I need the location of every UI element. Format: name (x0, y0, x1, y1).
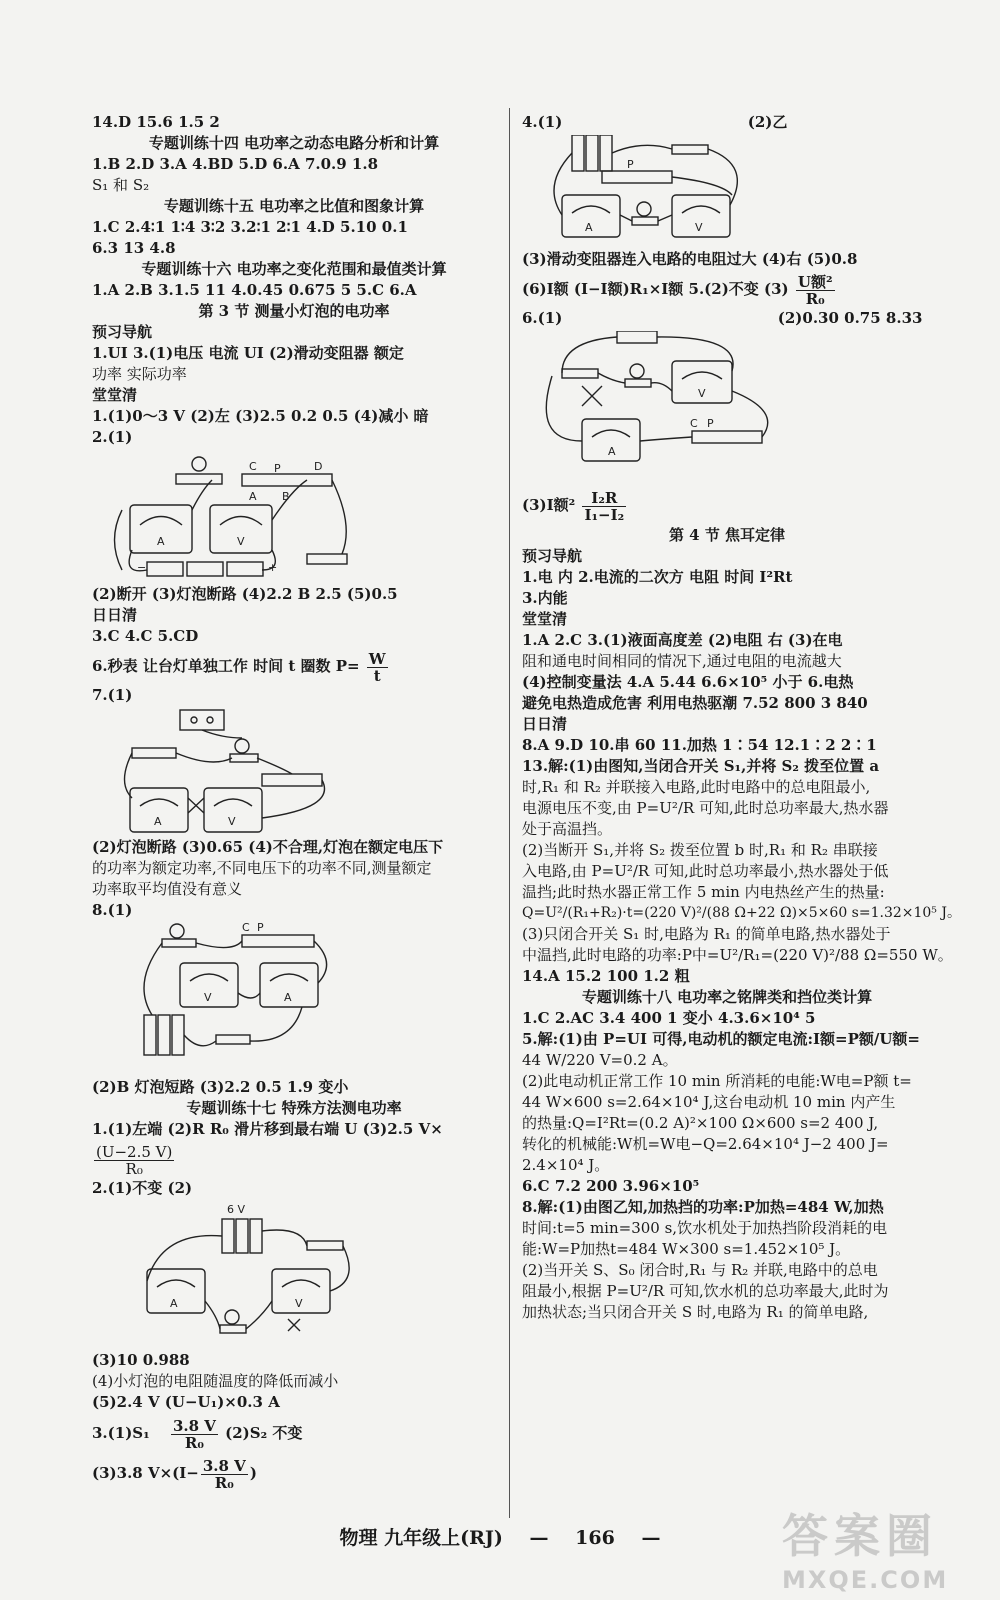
answer-text: (2)乙 (747, 113, 788, 131)
fraction-numerator: (U−2.5 V) (96, 1142, 173, 1161)
answer-line: 44 W×600 s=2.64×10⁴ J,这台电动机 10 min 内产生 (522, 1093, 896, 1111)
svg-text:A: A (154, 815, 162, 828)
fraction-numerator: W (368, 649, 386, 668)
answer-line: 13.解:(1)由图知,当闭合开关 S₁,并将 S₂ 拨至位置 a (522, 757, 880, 775)
footer-subject: 物理 九年级上(RJ) (339, 1527, 503, 1549)
answer-line: 1.A 2.B 3.1.5 11 4.0.45 0.675 5 5.C 6.A (92, 281, 417, 299)
answer-text: (6)I额 (I−I额)R₁×I额 5.(2)不变 (3) (522, 280, 789, 298)
svg-text:A: A (170, 1297, 178, 1310)
answer-line: 8.(1) (92, 901, 133, 919)
fraction-denominator: R₀ (184, 1433, 204, 1452)
fraction (582, 490, 626, 523)
answer-line (92, 1453, 496, 1493)
answer-line: 3.C 4.C 5.CD (92, 627, 199, 645)
answer-text: ) (249, 1464, 257, 1482)
answer-line: 转化的机械能:W机=W电−Q=2.64×10⁴ J−2 400 J= (522, 1135, 889, 1153)
svg-text:D: D (314, 460, 323, 473)
svg-text:V: V (295, 1297, 303, 1310)
answer-line: 功率取平均值没有意义 (92, 880, 243, 898)
svg-text:C: C (242, 923, 250, 934)
fraction-denominator: t (373, 666, 381, 685)
answer-line (522, 308, 932, 329)
svg-text:V: V (228, 815, 236, 828)
section-heading: 专题训练十四 电功率之动态电路分析和计算 (148, 134, 440, 152)
fraction-numerator: 3.8 V (202, 1456, 246, 1475)
answer-line: 的功率为额定功率,不同电压下的功率不同,测量额定 (92, 859, 432, 877)
answer-line: 6.C 7.2 200 3.96×10⁵ (522, 1177, 700, 1195)
answer-line (522, 485, 932, 525)
answer-line: 44 W/220 V=0.2 A。 (522, 1051, 678, 1069)
svg-text:V: V (204, 991, 212, 1004)
svg-text:A: A (608, 445, 616, 458)
answer-text: 3.(1)S₁ (92, 1424, 150, 1442)
svg-text:+: + (268, 561, 278, 574)
circuit-diagram (92, 1201, 392, 1346)
svg-text:A: A (157, 535, 165, 548)
svg-text:A: A (284, 991, 292, 1004)
subsection-label: 日日清 (522, 715, 568, 733)
answer-line: 2.(1)不变 (2) (92, 1179, 193, 1197)
fraction-denominator: R₀ (214, 1473, 234, 1492)
section-heading: 专题训练十八 电功率之铭牌类和挡位类计算 (581, 988, 873, 1006)
answer-line: 14.A 15.2 100 1.2 粗 (522, 967, 690, 985)
answer-line: (2)此电动机正常工作 10 min 所消耗的电能:W电=P额 t= (522, 1072, 912, 1090)
svg-text:P: P (707, 417, 714, 430)
circuit-diagram (522, 135, 902, 245)
answer-line (92, 647, 496, 685)
fraction-denominator: R₀ (805, 289, 825, 308)
svg-text:−: − (137, 561, 147, 574)
answer-line: 3.内能 (522, 589, 568, 607)
section-heading: 第 4 节 焦耳定律 (668, 526, 786, 544)
answer-text: 4.(1) (522, 113, 563, 131)
answer-line: 8.A 9.D 10.串 60 11.加热 1∶54 12.1∶2 2∶1 (522, 736, 877, 754)
answer-line: 1.(1)0～3 V (2)左 (3)2.5 0.2 0.5 (4)减小 暗 (92, 407, 429, 425)
answer-line: 1.电 内 2.电流的二次方 电阻 时间 I²Rt (522, 568, 793, 586)
answer-line: 1.C 2.AC 3.4 400 1 变小 4.3.6×10⁴ 5 (522, 1009, 816, 1027)
circuit-diagram (92, 923, 392, 1073)
subsection-label: 预习导航 (522, 547, 583, 565)
left-column (92, 112, 496, 1493)
fraction (796, 274, 835, 307)
svg-text:A: A (249, 490, 257, 503)
answer-line: 温挡;此时热水器正常工作 5 min 内电热丝产生的热量: (522, 883, 885, 901)
answer-line: 避免电热造成危害 利用电热驱潮 7.52 800 3 840 (522, 694, 868, 712)
circuit-diagram (522, 331, 902, 481)
svg-text:V: V (695, 221, 703, 234)
fraction-numerator: U额² (797, 272, 833, 291)
answer-line: 中温挡,此时电路的功率:P中=U²/R₁=(220 V)²/88 Ω=550 W。 (522, 946, 953, 964)
subsection-label: 预习导航 (92, 323, 153, 341)
answer-line: (4)小灯泡的电阻随温度的降低而减小 (92, 1372, 339, 1390)
answer-line: 处于高温挡。 (522, 820, 613, 838)
answer-line: 时,R₁ 和 R₂ 并联接入电路,此时电路中的总电阻最小, (522, 778, 871, 796)
svg-text:B: B (282, 490, 290, 503)
watermark-url: MXQE.COM (782, 1566, 949, 1594)
answer-line: 阻最小,根据 P=U²/R 可知,饮水机的总功率最大,此时为 (522, 1282, 889, 1300)
answer-line: (2)灯泡断路 (3)0.65 (4)不合理,灯泡在额定电压下 (92, 838, 444, 856)
answer-line: 1.C 2.4∶1 1∶4 3∶2 3.2∶1 2∶1 4.D 5.10 0.1 (92, 218, 408, 236)
section-heading: 专题训练十六 电功率之变化范围和最值类计算 (141, 260, 447, 278)
answer-text: (2)S₂ 不变 (225, 1424, 303, 1442)
answer-line: 入电路,由 P=U²/R 可知,此时总功率最小,热水器处于低 (522, 862, 889, 880)
page-number: 166 (575, 1527, 615, 1549)
answer-line: 的热量:Q=I²Rt=(0.2 A)²×100 Ω×600 s=2 400 J, (522, 1114, 879, 1132)
answer-line: 6.3 13 4.8 (92, 239, 176, 257)
fraction-numerator: 3.8 V (172, 1416, 216, 1435)
answer-line (92, 1140, 496, 1178)
answer-line (522, 112, 932, 133)
answer-line: 能:W=P加热t=484 W×300 s=1.452×10⁵ J。 (522, 1240, 851, 1258)
answer-line: 7.(1) (92, 686, 133, 704)
answer-text: 6.(1) (522, 309, 563, 327)
svg-text:V: V (698, 387, 706, 400)
svg-text:A: A (585, 221, 593, 234)
fraction (171, 1418, 218, 1451)
watermark-logo (782, 1500, 972, 1594)
svg-text:P: P (627, 158, 634, 171)
answer-line (522, 270, 932, 308)
column-divider (509, 108, 510, 1518)
answer-line: Q=U²/(R₁+R₂)·t=(220 V)²/(88 Ω+22 Ω)×5×60 s=1.32×10⁵ J。 (522, 905, 961, 921)
fraction-numerator: I₂R (582, 490, 626, 507)
answer-line: 阻和通电时间相同的情况下,通过电阻的电流越大 (522, 652, 842, 670)
answer-text: (3)I额² (522, 496, 576, 514)
svg-text:C: C (249, 460, 257, 473)
svg-text:P: P (257, 923, 264, 934)
svg-text:V: V (237, 535, 245, 548)
answer-line: 1.UI 3.(1)电压 电流 UI (2)滑动变阻器 额定 (92, 344, 404, 362)
answer-line: 2.4×10⁴ J。 (522, 1156, 610, 1174)
answer-text: (3)3.8 V×(I− (92, 1464, 199, 1482)
answer-line: 电源电压不变,由 P=U²/R 可知,此时总功率最大,热水器 (522, 799, 889, 817)
answer-line: 8.解:(1)由图乙知,加热挡的功率:P加热=484 W,加热 (522, 1198, 884, 1216)
fraction-denominator: I₁−I₂ (584, 505, 625, 524)
answer-line: 加热状态;当只闭合开关 S 时,电路为 R₁ 的简单电路, (522, 1303, 869, 1321)
watermark-text: 答案圈 (782, 1509, 938, 1563)
answer-line: (3)只闭合开关 S₁ 时,电路为 R₁ 的简单电路,热水器处于 (522, 925, 891, 943)
fraction-denominator: R₀ (125, 1159, 143, 1178)
svg-text:C: C (690, 417, 698, 430)
subsection-label: 堂堂清 (92, 386, 138, 404)
answer-line: (2)B 灯泡短路 (3)2.2 0.5 1.9 变小 (92, 1078, 349, 1096)
answer-line: (4)控制变量法 4.A 5.44 6.6×10⁵ 小于 6.电热 (522, 673, 854, 691)
answer-text: 6.秒表 让台灯单独工作 时间 t 圈数 P= (92, 657, 360, 675)
answer-line: 2.(1) (92, 428, 133, 446)
subsection-label: 堂堂清 (522, 610, 568, 628)
answer-line: 1.B 2.D 3.A 4.BD 5.D 6.A 7.0.9 1.8 (92, 155, 379, 173)
answer-line: 14.D 15.6 1.5 2 (92, 113, 220, 131)
subsection-label: 日日清 (92, 606, 138, 624)
section-heading: 专题训练十七 特殊方法测电功率 (186, 1099, 402, 1117)
answer-line: (2)当断开 S₁,并将 S₂ 拨至位置 b 时,R₁ 和 R₂ 串联接 (522, 841, 878, 859)
section-heading: 第 3 节 测量小灯泡的电功率 (198, 302, 390, 320)
answer-text: (2)0.30 0.75 8.33 (777, 309, 923, 327)
answer-line: S₁ 和 S₂ (92, 176, 150, 194)
answer-line: 1.(1)左端 (2)R R₀ 滑片移到最右端 U (3)2.5 V× (92, 1120, 443, 1138)
circuit-diagram (92, 708, 392, 833)
answer-line: (5)2.4 V (U−U₁)×0.3 A (92, 1393, 280, 1411)
answer-line: 时间:t=5 min=300 s,饮水机处于加热挡阶段消耗的电 (522, 1219, 888, 1237)
circuit-diagram (92, 450, 392, 580)
answer-line: (2)断开 (3)灯泡断路 (4)2.2 B 2.5 (5)0.5 (92, 585, 398, 603)
section-heading: 专题训练十五 电功率之比值和图象计算 (163, 197, 425, 215)
fraction (94, 1144, 174, 1177)
svg-text:6 V: 6 V (227, 1203, 246, 1216)
answer-line: 功率 实际功率 (92, 365, 187, 383)
footer-dash: — (529, 1527, 549, 1549)
right-column (522, 112, 961, 1323)
answer-line: (3)10 0.988 (92, 1351, 190, 1369)
svg-text:P: P (274, 462, 281, 475)
answer-line: 1.A 2.C 3.(1)液面高度差 (2)电阻 右 (3)在电 (522, 631, 843, 649)
fraction (367, 651, 388, 684)
fraction (201, 1458, 248, 1491)
answer-line: (2)当开关 S、S₀ 闭合时,R₁ 与 R₂ 并联,电路中的总电 (522, 1261, 878, 1279)
answer-line: (3)滑动变阻器连入电路的电阻过大 (4)右 (5)0.8 (522, 250, 858, 268)
footer-dash: — (641, 1527, 661, 1549)
answer-line (92, 1413, 496, 1453)
answer-line: 5.解:(1)由 P=UI 可得,电动机的额定电流:I额=P额/U额= (522, 1030, 920, 1048)
